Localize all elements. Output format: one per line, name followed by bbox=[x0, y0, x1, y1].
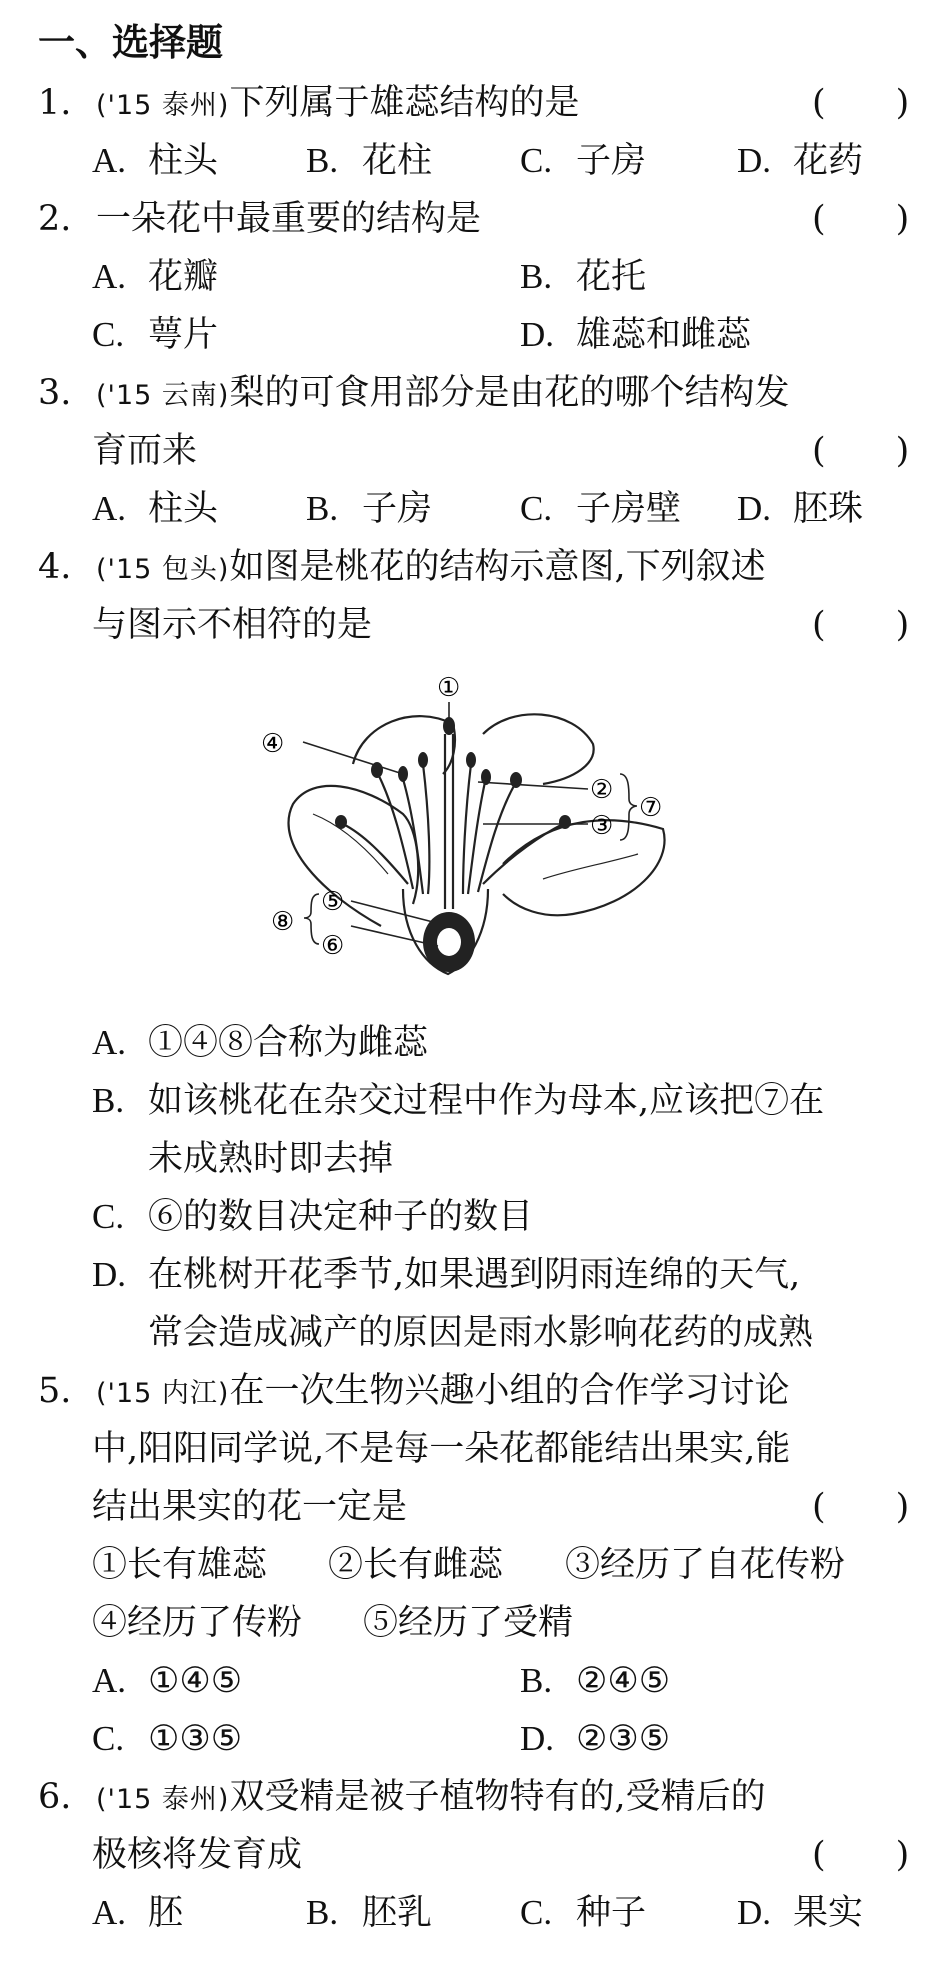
question-6 bbox=[38, 1774, 766, 1820]
label-6: ⑥ bbox=[321, 931, 345, 961]
option-d: D. 在桃树开花季节,如果遇到阴雨连绵的天气, bbox=[92, 1255, 801, 1295]
question-source: ('15 泰州) bbox=[96, 1784, 230, 1815]
question-text: 如图是桃花的结构示意图,下列叙述 bbox=[229, 547, 766, 587]
option-a: A. 胚 bbox=[92, 1893, 184, 1933]
answer-parentheses: ( ) bbox=[812, 83, 910, 123]
option-d: D. 花药 bbox=[737, 141, 864, 181]
answer-parentheses: ( ) bbox=[812, 605, 910, 645]
statement-5: ⑤经历了受精 bbox=[363, 1603, 574, 1643]
option-c: C. 萼片 bbox=[92, 315, 219, 355]
option-d: D. 雄蕊和雌蕊 bbox=[520, 315, 752, 355]
question-source: ('15 云南) bbox=[96, 380, 230, 411]
statement-4: ④经历了传粉 bbox=[92, 1603, 303, 1643]
statement-1: ①长有雄蕊 bbox=[92, 1545, 268, 1585]
option-a: A. 花瓣 bbox=[92, 257, 219, 297]
question-text-continued: 中,阳阳同学说,不是每一朵花都能结出果实,能 bbox=[92, 1429, 791, 1469]
option-b: B. 花托 bbox=[520, 257, 647, 297]
question-text-continued: 极核将发育成 bbox=[92, 1835, 303, 1875]
question-3 bbox=[38, 370, 789, 416]
option-b: B. 如该桃花在杂交过程中作为母本,应该把⑦在 bbox=[92, 1081, 825, 1121]
flower-structure-illustration bbox=[253, 664, 773, 1004]
question-text: 梨的可食用部分是由花的哪个结构发 bbox=[229, 373, 790, 413]
option-b: B. 子房 bbox=[306, 489, 433, 529]
option-c: C. 种子 bbox=[520, 1893, 647, 1933]
answer-parentheses: ( ) bbox=[812, 1487, 910, 1527]
question-number: 5. bbox=[38, 1371, 72, 1411]
label-1: ① bbox=[437, 673, 461, 703]
label-4: ④ bbox=[261, 729, 285, 759]
option-b: B. 花柱 bbox=[306, 141, 433, 181]
question-text: 双受精是被子植物特有的,受精后的 bbox=[229, 1777, 766, 1817]
question-text: 在一次生物兴趣小组的合作学习讨论 bbox=[229, 1371, 790, 1411]
statement-2: ②长有雌蕊 bbox=[328, 1545, 504, 1585]
question-5 bbox=[38, 1368, 789, 1414]
question-source: ('15 内江) bbox=[96, 1378, 230, 1409]
peach-flower-diagram bbox=[253, 664, 773, 1004]
back-petal-right bbox=[483, 714, 594, 784]
question-2 bbox=[38, 196, 481, 242]
question-number: 2. bbox=[38, 199, 72, 239]
option-a: A. ①④⑧合称为雌蕊 bbox=[92, 1023, 429, 1063]
question-1 bbox=[38, 80, 579, 126]
answer-parentheses: ( ) bbox=[812, 1835, 910, 1875]
question-text-continued: 育而来 bbox=[92, 431, 198, 471]
statement-3: ③经历了自花传粉 bbox=[565, 1545, 846, 1585]
left-petal bbox=[289, 786, 419, 926]
question-text: 一朵花中最重要的结构是 bbox=[96, 199, 482, 239]
option-d-continued: 常会造成减产的原因是雨水影响花药的成熟 bbox=[148, 1313, 814, 1353]
section-title: 一、选择题 bbox=[38, 21, 223, 64]
option-b-continued: 未成熟时即去掉 bbox=[148, 1139, 394, 1179]
question-text-continued: 与图示不相符的是 bbox=[92, 605, 373, 645]
option-a: A. ①④⑤ bbox=[92, 1661, 243, 1701]
question-number: 1. bbox=[38, 83, 72, 123]
option-a: A. 柱头 bbox=[92, 489, 219, 529]
question-number: 6. bbox=[38, 1777, 72, 1817]
option-b: B. ②④⑤ bbox=[520, 1661, 671, 1701]
question-source: ('15 泰州) bbox=[96, 90, 230, 121]
option-b: B. 胚乳 bbox=[306, 1893, 433, 1933]
label-7: ⑦ bbox=[639, 793, 663, 823]
answer-parentheses: ( ) bbox=[812, 199, 910, 239]
question-number: 4. bbox=[38, 547, 72, 587]
label-8: ⑧ bbox=[271, 907, 295, 937]
question-text: 下列属于雄蕊结构的是 bbox=[229, 83, 580, 123]
question-text-continued: 结出果实的花一定是 bbox=[92, 1487, 408, 1527]
option-d: D. ②③⑤ bbox=[520, 1719, 671, 1759]
question-source: ('15 包头) bbox=[96, 554, 230, 585]
question-number: 3. bbox=[38, 373, 72, 413]
back-petal-left bbox=[353, 716, 455, 774]
label-5: ⑤ bbox=[321, 887, 345, 917]
option-c: C. 子房壁 bbox=[520, 489, 682, 529]
option-c: C. 子房 bbox=[520, 141, 647, 181]
option-d: D. 果实 bbox=[737, 1893, 864, 1933]
option-c: C. ①③⑤ bbox=[92, 1719, 243, 1759]
option-d: D. 胚珠 bbox=[737, 489, 864, 529]
option-c: C. ⑥的数目决定种子的数目 bbox=[92, 1197, 534, 1237]
label-3: ③ bbox=[590, 811, 614, 841]
answer-parentheses: ( ) bbox=[812, 431, 910, 471]
label-2: ② bbox=[590, 775, 614, 805]
option-a: A. 柱头 bbox=[92, 141, 219, 181]
question-4 bbox=[38, 544, 766, 590]
